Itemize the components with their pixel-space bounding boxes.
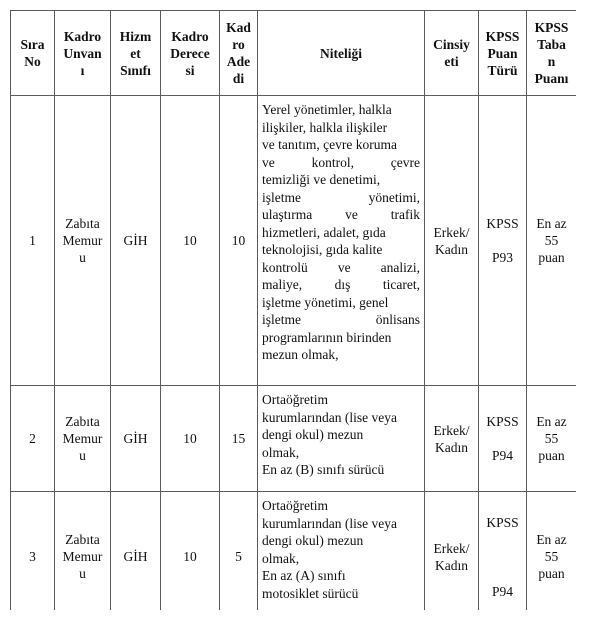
row-kadro-unvani: Zabıta Memur u bbox=[55, 96, 111, 386]
row-niteligi bbox=[258, 386, 425, 492]
row-kadro-unvani: Zabıta Memur u bbox=[55, 386, 111, 492]
row-kadro-derecesi: 10 bbox=[161, 386, 220, 492]
header-kadro-derecesi: Kadro Derece si bbox=[161, 11, 220, 96]
row-hizmet-sinifi: GİH bbox=[111, 492, 161, 611]
row-kpss-taban-puani: En az 55 puan bbox=[527, 96, 577, 386]
nitelik-line: ve tanıtım, çevre koruma bbox=[262, 137, 397, 152]
table-row bbox=[11, 492, 577, 611]
puan-turu-line: P93 bbox=[491, 250, 513, 265]
row-kpss-puan-turu bbox=[479, 96, 527, 386]
header-kpss-taban-puani: KPSS Taba n Puanı bbox=[527, 11, 577, 96]
nitelik-line: En az (B) sınıfı sürücü bbox=[262, 462, 385, 477]
puan-turu-line: P94 bbox=[491, 448, 513, 463]
nitelik-line: işletme yönetimi, genel bbox=[262, 294, 389, 310]
nitelik-line: kontrolü ve analizi, bbox=[262, 259, 420, 275]
row-kadro-derecesi: 10 bbox=[161, 96, 220, 386]
row-sira-no: 2 bbox=[11, 386, 55, 492]
row-kadro-adedi: 15 bbox=[220, 386, 258, 492]
header-kpss-puan-turu: KPSS Puan Türü bbox=[479, 11, 527, 96]
row-kpss-puan-turu bbox=[479, 492, 527, 611]
header-kadro-unvani: Kadro Unvan ı bbox=[55, 11, 111, 96]
nitelik-line: programlarının birinden bbox=[262, 329, 392, 345]
table-row bbox=[11, 96, 577, 386]
nitelik-line: temizliği ve denetimi, bbox=[262, 172, 381, 187]
row-kadro-adedi: 5 bbox=[220, 492, 258, 611]
nitelik-line: Ortaöğretim bbox=[262, 392, 328, 407]
row-kpss-taban-puani: En az 55 puan bbox=[527, 492, 577, 611]
row-sira-no: 1 bbox=[11, 96, 55, 386]
nitelik-line: dengi okul) mezun bbox=[262, 427, 364, 442]
nitelik-line: işletme önlisans bbox=[262, 312, 420, 327]
nitelik-line: dengi okul) mezun bbox=[262, 533, 364, 548]
nitelik-line: hizmetleri, adalet, gıda bbox=[262, 224, 386, 240]
nitelik-line: Ortaöğretim bbox=[262, 498, 328, 513]
nitelik-line: Yerel yönetimler, halkla bbox=[262, 102, 392, 117]
table-row bbox=[11, 386, 577, 492]
nitelik-line: olmak, bbox=[262, 444, 300, 460]
row-kadro-derecesi: 10 bbox=[161, 492, 220, 611]
row-niteligi bbox=[258, 492, 425, 611]
puan-turu-line: KPSS bbox=[486, 514, 519, 530]
row-sira-no: 3 bbox=[11, 492, 55, 611]
row-hizmet-sinifi: GİH bbox=[111, 96, 161, 386]
document-page bbox=[10, 10, 576, 610]
puan-turu-line: KPSS bbox=[486, 216, 519, 231]
row-cinsiyeti: Erkek/ Kadın bbox=[425, 96, 479, 386]
header-cinsiyeti: Cinsiy eti bbox=[425, 11, 479, 96]
nitelik-line: motosiklet sürücü bbox=[262, 585, 359, 601]
row-cinsiyeti: Erkek/ Kadın bbox=[425, 492, 479, 611]
nitelik-line: ve kontrol, çevre bbox=[262, 154, 420, 170]
row-kadro-adedi: 10 bbox=[220, 96, 258, 386]
nitelik-line: kurumlarından (lise veya bbox=[262, 515, 397, 531]
row-kpss-taban-puani: En az 55 puan bbox=[527, 386, 577, 492]
nitelik-line: işletme yönetimi, bbox=[262, 189, 420, 205]
header-row bbox=[11, 11, 577, 96]
nitelik-line: En az (A) sınıfı bbox=[262, 568, 346, 583]
nitelik-line: mezun olmak, bbox=[262, 347, 339, 362]
row-niteligi bbox=[258, 96, 425, 386]
nitelik-line: kurumlarından (lise veya bbox=[262, 409, 397, 425]
kadro-table bbox=[10, 10, 576, 610]
nitelik-line: teknolojisi, gıda kalite bbox=[262, 242, 383, 257]
nitelik-line: olmak, bbox=[262, 550, 300, 566]
header-kadro-adedi: Kad ro Ade di bbox=[220, 11, 258, 96]
header-niteligi: Niteliği bbox=[258, 11, 425, 96]
puan-turu-line: KPSS bbox=[486, 414, 519, 429]
nitelik-line: maliye, dış ticaret, bbox=[262, 277, 420, 292]
puan-turu-stack bbox=[482, 514, 523, 600]
row-kadro-unvani: Zabıta Memur u bbox=[55, 492, 111, 611]
row-kpss-puan-turu bbox=[479, 386, 527, 492]
puan-turu-line: P94 bbox=[491, 583, 513, 599]
row-hizmet-sinifi: GİH bbox=[111, 386, 161, 492]
nitelik-line: ulaştırma ve trafik bbox=[262, 207, 420, 222]
nitelik-line: ilişkiler, halkla ilişkiler bbox=[262, 119, 388, 135]
header-hizmet-sinifi: Hizm et Sınıfı bbox=[111, 11, 161, 96]
row-cinsiyeti: Erkek/ Kadın bbox=[425, 386, 479, 492]
header-sira-no: Sıra No bbox=[11, 11, 55, 96]
